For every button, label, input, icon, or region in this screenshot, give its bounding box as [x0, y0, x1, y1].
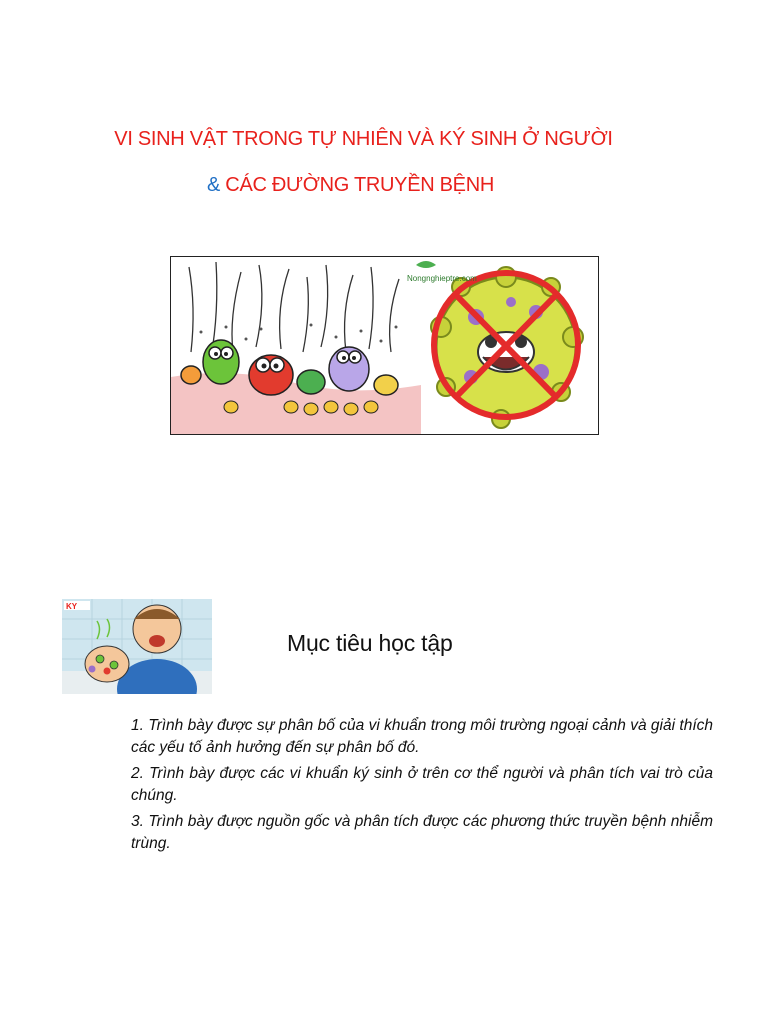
objective-item: 1. Trình bày được sự phân bố của vi khuẩn trong môi trường ngoại cảnh và giải thích các yếu tố ảnh hưởng đến sự phân bố đó. [131, 717, 713, 756]
sick-child-thumbnail [62, 599, 212, 694]
thumbnail-logo: KY [66, 602, 78, 611]
objectives-list [131, 715, 713, 859]
title-ampersand: & [207, 174, 221, 196]
objective-item: 3. Trình bày được nguồn gốc và phân tích được các phương thức truyền bệnh nhiễm trùng. [131, 813, 713, 852]
microbes-banner-illustration [170, 256, 599, 435]
banner-watermark: Nongnghieptre.com [407, 274, 477, 283]
document-title-line1: VI SINH VẬT TRONG TỰ NHIÊN VÀ KÝ SINH Ở NGƯỜI [114, 128, 613, 150]
objective-item: 2. Trình bày được các vi khuẩn ký sinh ở trên cơ thể người và phân tích vai trò của chúng. [131, 765, 713, 804]
section-heading-objectives: Mục tiêu học tập [287, 630, 453, 656]
document-title-line2 [207, 174, 494, 197]
title-line2-text: CÁC ĐƯỜNG TRUYỀN BỆNH [220, 174, 495, 196]
